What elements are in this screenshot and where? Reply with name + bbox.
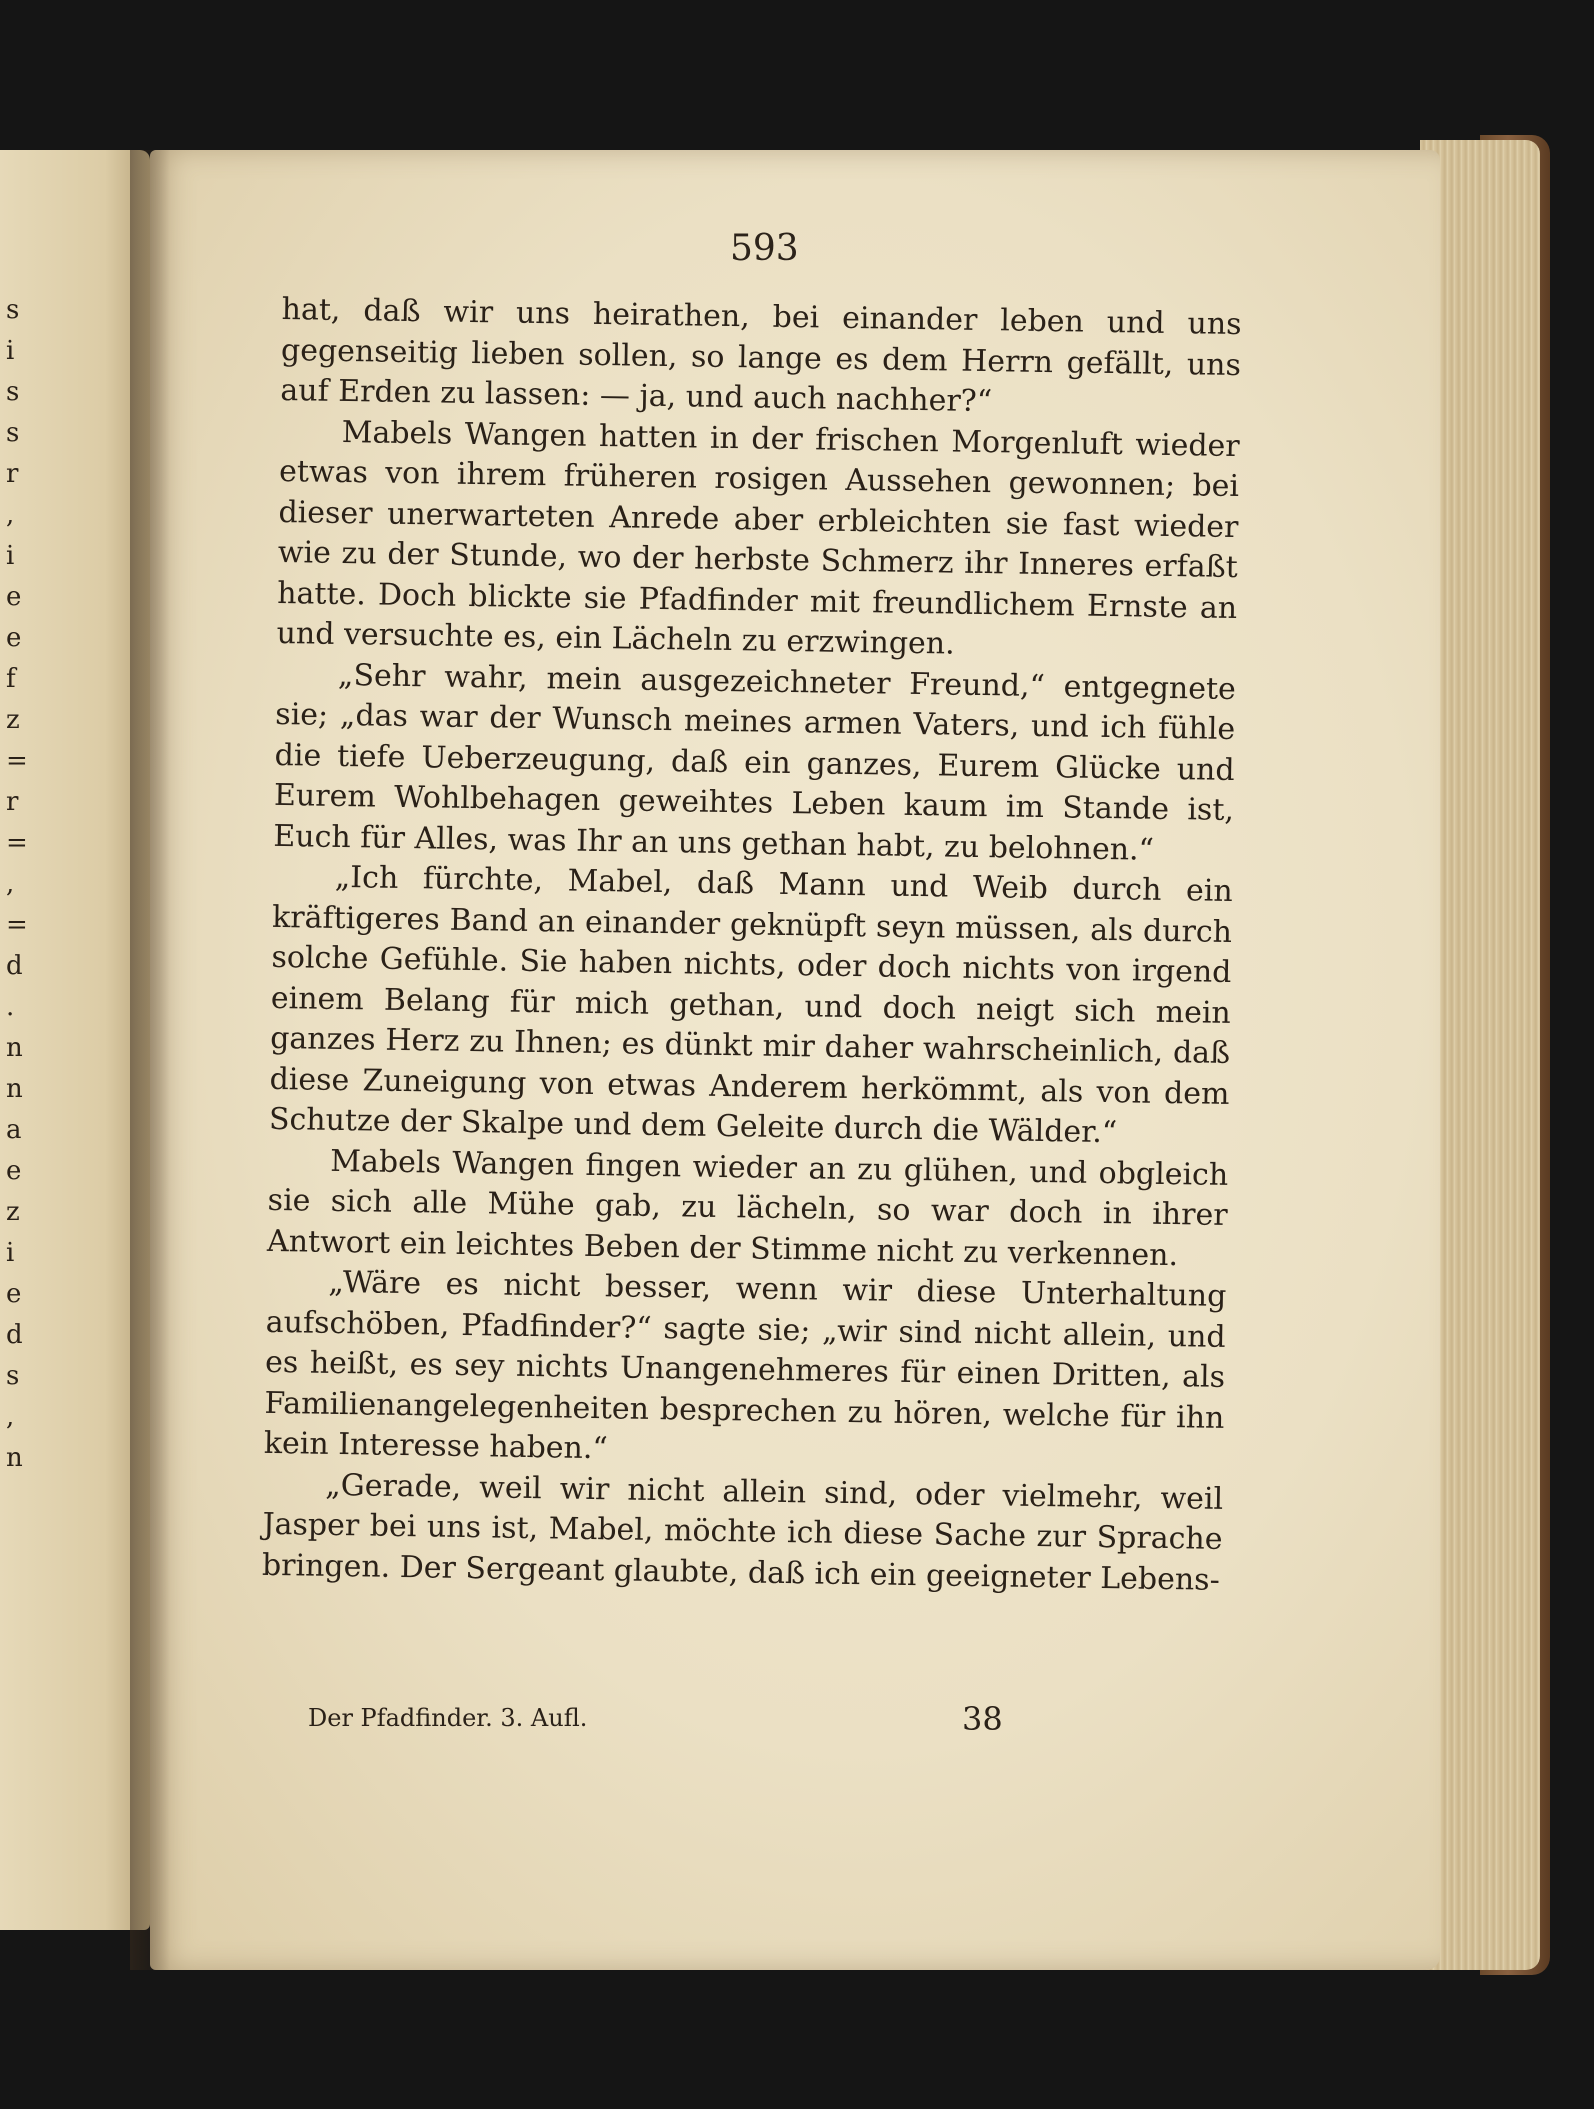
- paragraph-2: Mabels Wangen hatten in der frischen Morgenluft wieder etwas von ihrem früheren rosigen Aussehen gewonnen; bei dieser unerwarteten Anrede aber erbleichten sie fast wieder wie zu der Stunde, wo der herbste Schmerz ihr Inneres erfaßt hatte. Doch blickte sie Pfadfinder mit freundlichem Ernste an und versuchte es, ein Lächeln zu erzwingen.: [276, 414, 1240, 662]
- left-page-fragment: ,: [6, 500, 15, 530]
- paragraph-7: „Gerade, weil wir nicht allein sind, oder vielmehr, weil Jasper bei uns ist, Mabel, möchte ich diese Sache zur Sprache bringen. Der Sergeant glaubte, daß ich ein geeigneter Lebens-: [261, 1467, 1224, 1598]
- left-page-fragment: n: [6, 1033, 23, 1063]
- left-page-fragment: i: [6, 336, 15, 366]
- left-page-fragment: =: [6, 828, 28, 858]
- left-page-fragment: d: [6, 1320, 23, 1350]
- left-page-fragment: d: [6, 951, 23, 981]
- page-text: [262, 290, 1242, 1601]
- paragraph-5: Mabels Wangen fingen wieder an zu glühen, und obgleich sie sich alle Mühe gab, zu lächeln, so war doch in ihrer Antwort ein leichtes Beben der Stimme nicht zu verkennen.: [266, 1143, 1229, 1273]
- left-page-fragment: n: [6, 1443, 23, 1473]
- paragraph-4: „Ich fürchte, Mabel, daß Mann und Weib durch ein kräftigeres Band an einander geknüpft seyn müssen, als durch solche Gefühle. Sie haben nichts, oder doch nichts von irgend einem Belang für mich gethan, und doch neigt sich mein ganzes Herz zu Ihnen; es dünkt mir daher wahrscheinlich, daß diese Zuneigung von etwas Anderem herkömmt, als von dem Schutze der Skalpe und dem Geleite durch die Wälder.“: [268, 859, 1233, 1151]
- left-page-fragment: e: [6, 623, 22, 653]
- left-page-fragment: a: [6, 1115, 22, 1145]
- left-page-fragment: n: [6, 1074, 23, 1104]
- left-page-fragment: s: [6, 418, 20, 448]
- left-page-fragment: z: [6, 1197, 20, 1227]
- left-page-edge: [0, 150, 150, 1930]
- left-page-fragment: r: [6, 787, 19, 817]
- paragraph-1: hat, daß wir uns heirathen, bei einander leben und uns gegenseitig lieben sollen, so lange es dem Herrn gefällt, uns auf Erden zu lassen: — ja, und auch nachher?“: [280, 291, 1242, 420]
- left-page-fragment: .: [6, 992, 15, 1022]
- left-page-fragment: e: [6, 1156, 22, 1186]
- left-page-fragment: ,: [6, 1402, 15, 1432]
- left-page-fragment: =: [6, 910, 28, 940]
- left-page-fragment: e: [6, 1279, 22, 1309]
- printer-signature: Der Pfadfinder. 3. Aufl.: [308, 1704, 588, 1732]
- page-footer: [300, 1700, 1230, 1744]
- left-page-fragment: e: [6, 582, 22, 612]
- paragraph-6: „Wäre es nicht besser, wenn wir diese Unterhaltung aufschöben, Pfadfinder?“ sagte sie; „wir sind nicht allein, und es heißt, es sey nichts Unangenehmeres für einen Dritten, als Familienangelegenheiten besprechen zu hören, welche für ihn kein Interesse haben.“: [263, 1264, 1227, 1467]
- left-page-fragment: i: [6, 1238, 15, 1268]
- left-page-fragment: r: [6, 459, 19, 489]
- left-page-fragment: s: [6, 1361, 20, 1391]
- signature-mark: 38: [962, 1700, 1003, 1738]
- left-page-fragment: i: [6, 541, 15, 571]
- left-page-fragment: =: [6, 746, 28, 776]
- left-page-fragment: f: [6, 664, 16, 694]
- page-number: 593: [730, 228, 799, 269]
- paragraph-3: „Sehr wahr, mein ausgezeichneter Freund,“ entgegnete sie; „das war der Wunsch meines armen Vaters, und ich fühle die tiefe Ueberzeugung, daß ein ganzes, Eurem Glücke und Eurem Wohlbehagen geweihtes Leben kaum im Stande ist, Euch für Alles, was Ihr an uns gethan habt, zu belohnen.“: [273, 657, 1237, 868]
- spine-shadow: [130, 150, 170, 1970]
- left-page-fragment: z: [6, 705, 20, 735]
- left-page-fragment: s: [6, 295, 20, 325]
- left-page-fragment: s: [6, 377, 20, 407]
- left-page-fragment: ,: [6, 869, 15, 899]
